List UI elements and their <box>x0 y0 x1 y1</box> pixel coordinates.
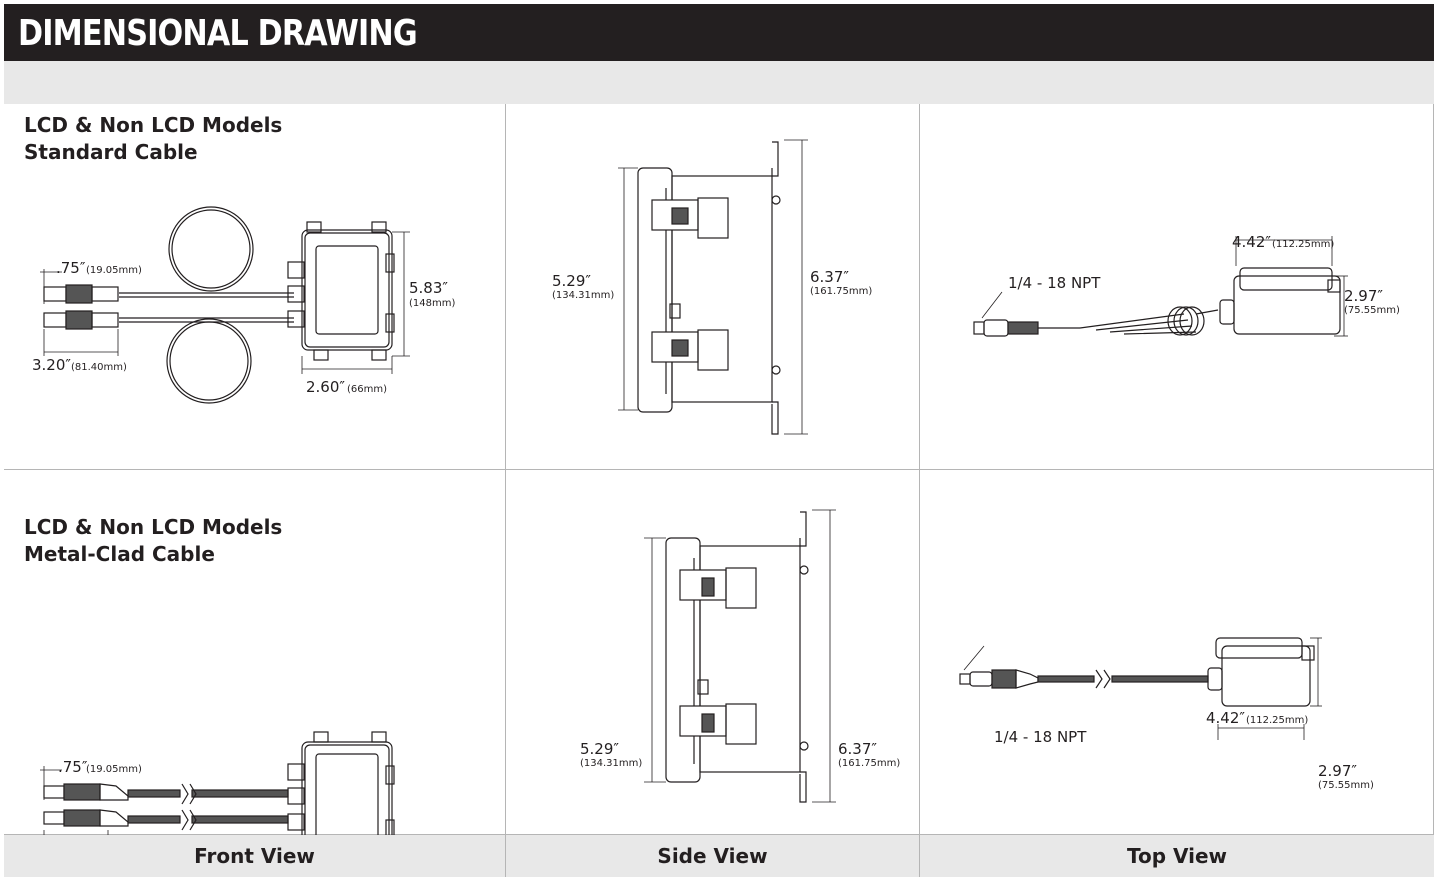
cable-coil-upper <box>169 207 253 291</box>
front-view-standard-drawing <box>4 104 506 470</box>
cell-top-metal-clad <box>920 470 1434 835</box>
cell-front-metal-clad <box>4 470 506 835</box>
enclosure-top <box>1222 646 1310 706</box>
cell-side-standard <box>506 104 920 470</box>
side-view-standard-drawing <box>506 104 920 470</box>
footer-side-view: Side View <box>506 835 920 877</box>
top-view-standard-drawing <box>920 104 1434 470</box>
dim-conn-length-mm: (19.05mm) <box>86 764 142 775</box>
dim-outer-height-mm: (161.75mm) <box>838 758 901 769</box>
footer-front-view: Front View <box>4 835 506 877</box>
top-view-metal-clad-drawing <box>920 470 1434 835</box>
dim-top-depth: 2.97″ <box>1318 762 1358 780</box>
dim-conn-length: .75″ <box>58 758 88 776</box>
cell-top-standard <box>920 104 1434 470</box>
lcd-window <box>316 754 378 840</box>
lcd-window <box>316 246 378 334</box>
dim-outer-height-mm: (161.75mm) <box>810 286 873 297</box>
cable-coil-lower <box>167 319 251 403</box>
page-title: DIMENSIONAL DRAWING <box>18 13 417 54</box>
dim-width-mm: (66mm) <box>347 384 388 395</box>
dim-outer-height: 6.37″ <box>838 740 878 758</box>
row-title-line2: Metal-Clad Cable <box>24 542 215 566</box>
side-view-metal-clad-drawing <box>506 470 920 835</box>
dim-top-length: 4.42″ <box>1232 233 1272 251</box>
dim-top-depth: 2.97″ <box>1344 287 1384 305</box>
npt-fitting <box>984 320 1008 336</box>
dim-conn-length-mm: (19.05mm) <box>86 265 142 276</box>
armored-cable-upper <box>128 790 180 797</box>
connector-upper <box>44 287 66 301</box>
row-title-line1: LCD & Non LCD Models <box>24 113 283 137</box>
dim-inner-height: 5.29″ <box>580 740 620 758</box>
dim-inner-height-mm: (134.31mm) <box>580 758 643 769</box>
connector-lower <box>44 313 66 327</box>
enclosure-top <box>1234 276 1340 334</box>
armored-cable <box>1038 676 1094 682</box>
row-title-line1: LCD & Non LCD Models <box>24 515 283 539</box>
connector-lower <box>64 810 100 826</box>
dim-outer-height: 6.37″ <box>810 268 850 286</box>
connector-upper <box>64 784 100 800</box>
dim-inner-height-mm: (134.31mm) <box>552 290 615 301</box>
dim-top-depth-mm: (75.55mm) <box>1344 305 1400 316</box>
dim-top-length-mm: (112.25mm) <box>1272 239 1335 250</box>
cell-side-metal-clad <box>506 470 920 835</box>
dim-inner-height: 5.29″ <box>552 272 592 290</box>
dim-height-mm: (148mm) <box>409 298 456 309</box>
dim-top-length: 4.42″ <box>1206 709 1246 727</box>
row-title-line2: Standard Cable <box>24 140 198 164</box>
dim-conn-length: .75″ <box>56 259 86 277</box>
npt-fitting <box>970 672 992 686</box>
dim-width: 2.60″ <box>306 378 346 396</box>
page-header <box>4 4 1434 61</box>
dim-thread: 1/4 - 18 NPT <box>994 728 1087 746</box>
dim-cable-length-mm: (81.40mm) <box>71 362 127 373</box>
armored-cable-lower <box>128 816 180 823</box>
cell-front-standard <box>4 104 506 470</box>
footer-top-view: Top View <box>920 835 1434 877</box>
drawing-grid <box>4 104 1434 880</box>
dim-top-depth-mm: (75.55mm) <box>1318 780 1374 791</box>
header-band <box>4 61 1434 105</box>
dim-height: 5.83″ <box>409 279 449 297</box>
front-view-metal-clad-drawing <box>4 470 506 835</box>
dim-thread: 1/4 - 18 NPT <box>1008 274 1101 292</box>
dim-cable-length: 3.20″ <box>32 356 72 374</box>
dim-top-length-mm: (112.25mm) <box>1246 715 1309 726</box>
